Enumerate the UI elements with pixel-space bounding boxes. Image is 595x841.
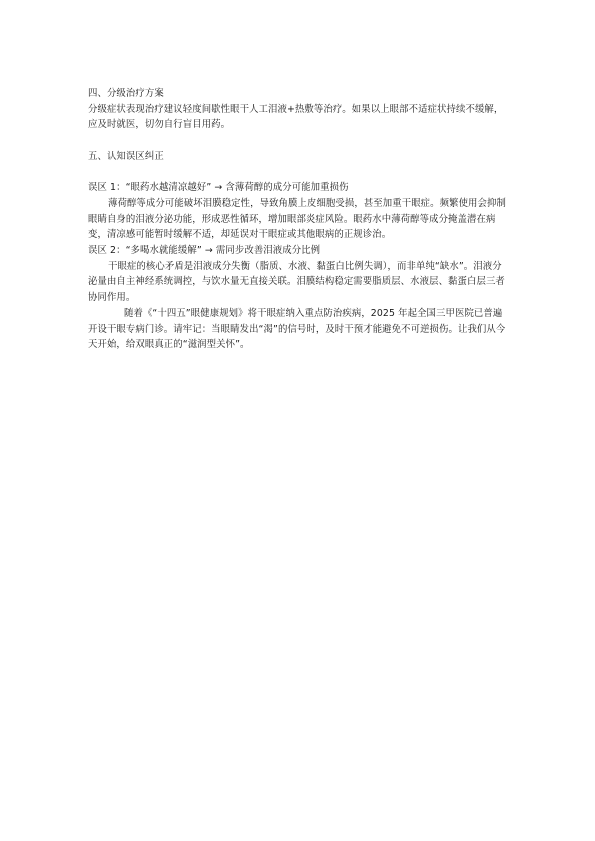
myth-1-explanation: 薄荷醇等成分可能破坏泪膜稳定性，导致角膜上皮细胞受损，甚至加重干眼症。频繁使用会抑制眼睛自身的泪液分泌功能，形成恶性循环，增加眼部炎症风险。眼药水中薄荷醇等成分掩盖潜在病变，清凉感可能暂时缓解不适，却延误对干眼症或其他眼病的正规诊治。 (88, 197, 506, 241)
document-body (88, 86, 510, 353)
myth-2-explanation: 干眼症的核心矛盾是泪液成分失衡（脂质、水液、黏蛋白比例失调），而非单纯“缺水”。泪液分泌量由自主神经系统调控，与饮水量无直接关联。泪膜结构稳定需要脂质层、水液层、黏蛋白层三者协同作用。 (88, 260, 505, 304)
paragraph-spacer (88, 165, 510, 181)
treatment-paragraph: 分级症状表现治疗建议轻度间歇性眼干人工泪液+热敷等治疗。如果以上眼部不适症状持续不缓解，应及时就医，切勿自行盲目用药。 (88, 103, 504, 131)
section-heading-misconceptions: 五、认知误区纠正 (88, 150, 164, 162)
myth-1-title: 误区 1：“眼药水越清凉越好” → 含薄荷醇的成分可能加重损伤 (88, 182, 349, 194)
section-heading-treatment: 四、分级治疗方案 (88, 88, 164, 99)
closing-paragraph: 随着《“十四五”眼健康规划》将干眼症纳入重点防治疾病，2025 年起全国三甲医院已普遍开设干眼专病门诊。请牢记：当眼睛发出“渴”的信号时，及时干预才能避免不可逆损伤。让我们从今天开始，给双眼真正的“滋润型关怀”。 (88, 307, 506, 351)
paragraph-spacer (88, 133, 510, 149)
myth-2-title: 误区 2：“多喝水就能缓解” → 需同步改善泪液成分比例 (88, 245, 321, 256)
